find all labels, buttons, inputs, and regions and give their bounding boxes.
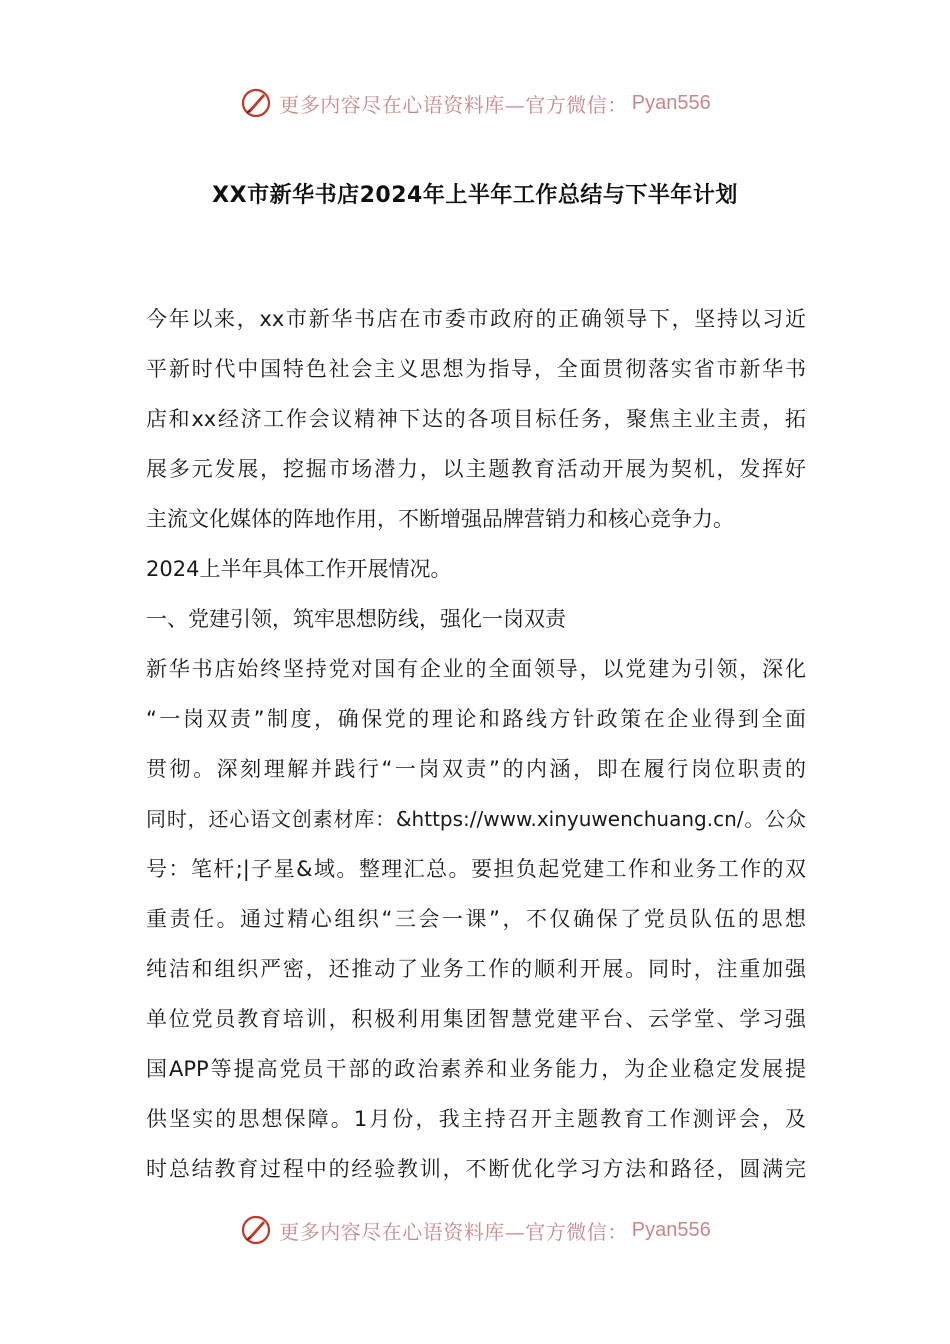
- quill-logo-icon: [239, 1213, 273, 1247]
- body-line: 号：笔杆;|子星&域。整理汇总。要担负起党建工作和业务工作的双: [146, 857, 806, 881]
- body-line: 平新时代中国特色社会主义思想为指导，全面贯彻落实省市新华书: [146, 357, 806, 381]
- document-title: XX市新华书店2024年上半年工作总结与下半年计划: [212, 183, 738, 208]
- body-line: 贯彻。深刻理解并践行“一岗双责”的内涵，即在履行岗位职责的: [146, 757, 806, 781]
- body-line: 新华书店始终坚持党对国有企业的全面领导，以党建为引领，深化: [146, 657, 806, 681]
- body-line: 店和xx经济工作会议精神下达的各项目标任务，聚焦主业主责，拓: [146, 407, 806, 431]
- body-line: 展多元发展，挖掘市场潜力，以主题教育活动开展为契机，发挥好: [146, 457, 806, 481]
- body-line: 时总结教育过程中的经验教训，不断优化学习方法和路径，圆满完: [146, 1157, 806, 1181]
- section-heading: 一、党建引领，筑牢思想防线，强化一岗双责: [146, 607, 566, 631]
- header-banner-text: 更多内容尽在心语资料库—官方微信：: [279, 92, 628, 117]
- footer-wechat-id: Pyan556: [631, 1218, 711, 1241]
- body-line: 单位党员教育培训，积极利用集团智慧党建平台、云学堂、学习强: [146, 1007, 806, 1031]
- quill-logo-icon: [239, 86, 273, 120]
- header-wechat-id: Pyan556: [631, 91, 711, 114]
- footer-watermark-banner: [0, 1208, 950, 1252]
- header-watermark-banner: [0, 81, 950, 125]
- body-line: 纯洁和组织严密，还推动了业务工作的顺利开展。同时，注重加强: [146, 957, 806, 981]
- body-line: 重责任。通过精心组织“三会一课”，不仅确保了党员队伍的思想: [146, 907, 806, 931]
- body-line: 今年以来，xx市新华书店在市委市政府的正确领导下，坚持以习近: [146, 307, 806, 331]
- document-body: [146, 297, 806, 1197]
- section-intro-line: 2024上半年具体工作开展情况。: [146, 557, 452, 581]
- body-line: 国APP等提高党员干部的政治素养和业务能力，为企业稳定发展提: [146, 1057, 806, 1081]
- footer-banner-text: 更多内容尽在心语资料库—官方微信：: [279, 1219, 628, 1244]
- body-line: “一岗双责”制度，确保党的理论和路线方针政策在企业得到全面: [146, 707, 806, 731]
- body-line: 同时，还心语文创素材库：&https://www.xinyuwenchuang.cn/。公众: [146, 807, 806, 831]
- body-line: 主流文化媒体的阵地作用，不断增强品牌营销力和核心竞争力。: [146, 507, 734, 531]
- body-line: 供坚实的思想保障。1月份，我主持召开主题教育工作测评会，及: [146, 1107, 806, 1131]
